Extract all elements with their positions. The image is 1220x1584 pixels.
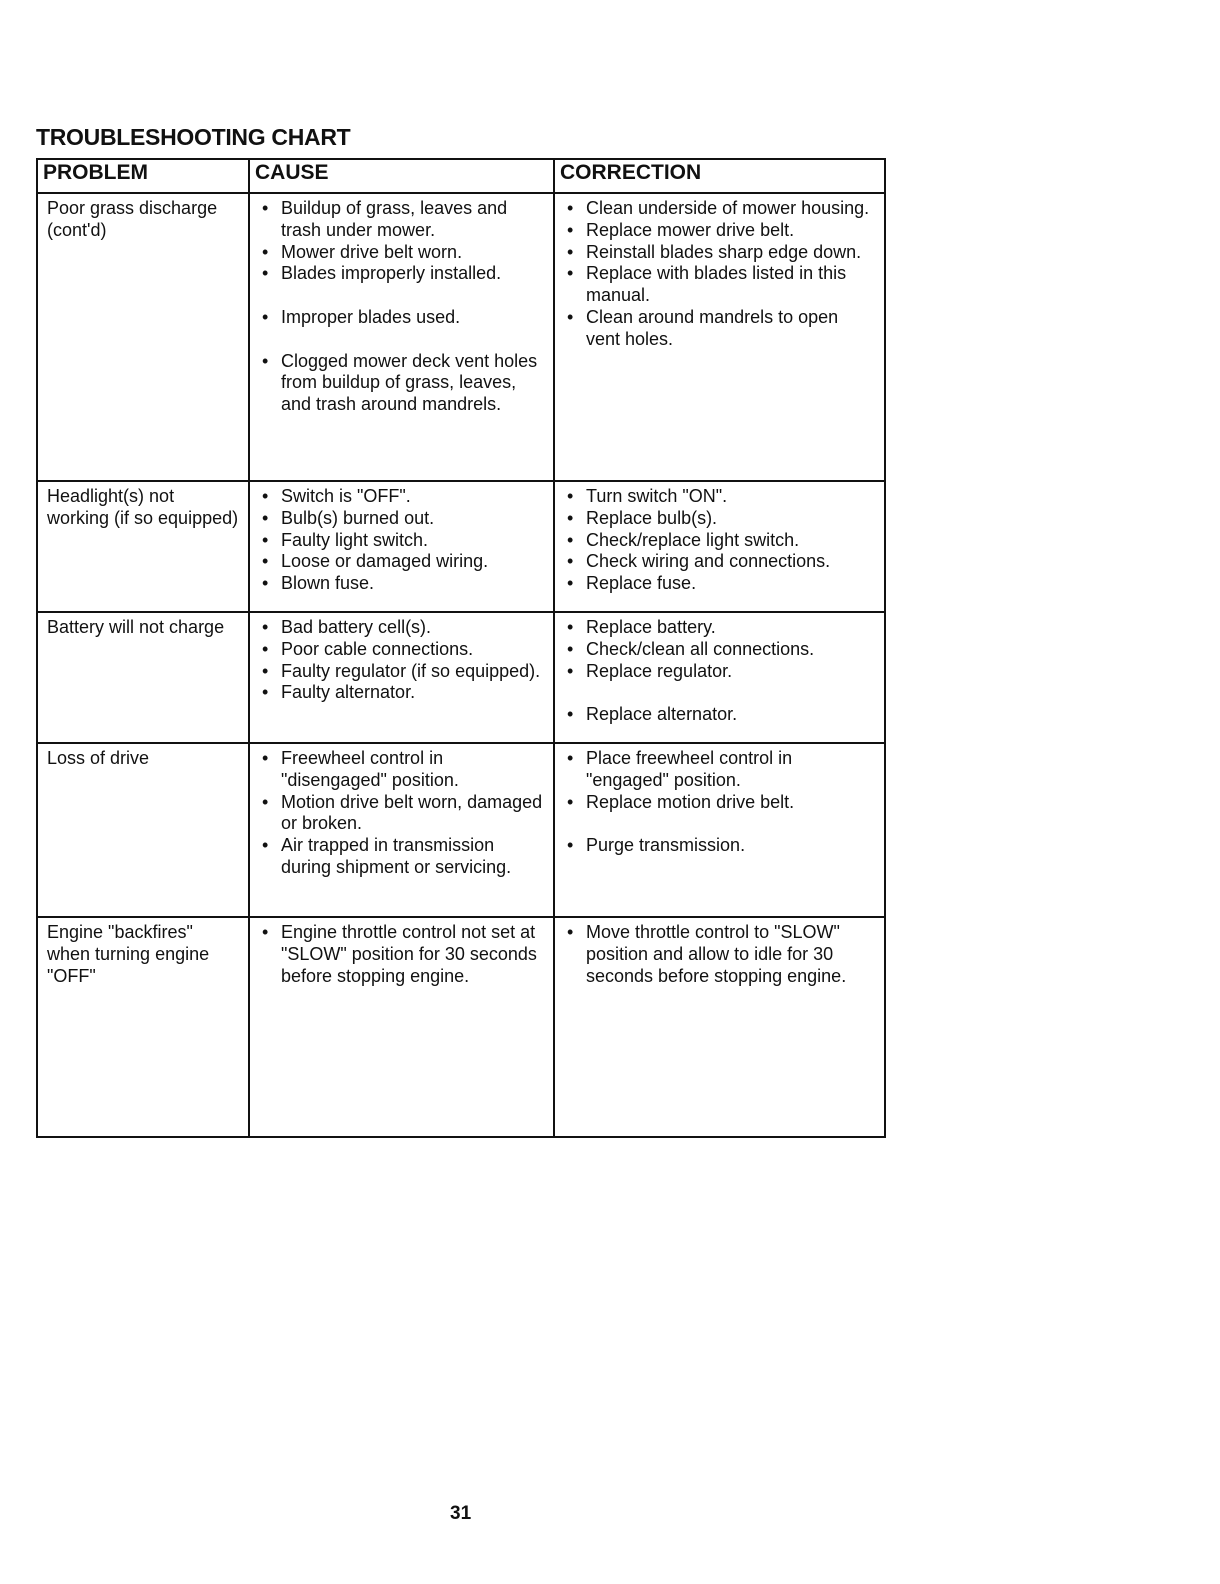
problem-text: Poor grass discharge (cont'd) [47,198,218,240]
correction-item: • Place freewheel control in "engaged" position. [564,748,876,792]
correction-item: • Replace alternator. [564,704,876,726]
troubleshooting-table [36,158,886,1138]
correction-item: • Replace fuse. [564,573,876,595]
cause-list [259,748,545,879]
correction-item: • Clean underside of mower housing. [564,198,876,220]
table-row [37,612,885,743]
correction-item: • Clean around mandrels to open vent holes. [564,307,876,351]
correction-list [564,617,876,726]
correction-list [564,486,876,595]
cause-item: • Air trapped in transmission during shipment or servicing. [259,835,545,879]
correction-list [564,922,876,987]
cause-item: • Clogged mower deck vent holes from buildup of grass, leaves, and trash around mandrels. [259,351,545,416]
cause-cell [249,743,554,917]
problem-cell [37,612,249,743]
correction-cell [554,917,885,1137]
problem-cell [37,743,249,917]
cause-item: • Buildup of grass, leaves and trash under mower. [259,198,545,242]
cause-item: • Faulty regulator (if so equipped). [259,661,545,683]
correction-cell [554,481,885,612]
problem-text: Engine "backfires" when turning engine "OFF" [47,922,210,986]
correction-item: • Replace motion drive belt. [564,792,876,814]
cause-list [259,922,545,987]
correction-list [564,198,876,351]
correction-item: • Replace mower drive belt. [564,220,876,242]
table-row [37,193,885,481]
page-title: TROUBLESHOOTING CHART [36,124,351,150]
cause-list [259,198,545,416]
cause-cell [249,193,554,481]
header-correction: CORRECTION [554,159,885,193]
cause-item: • Blown fuse. [259,573,545,595]
cause-item: • Improper blades used. [259,307,545,329]
cause-item: • Bad battery cell(s). [259,617,545,639]
correction-item: • Replace battery. [564,617,876,639]
correction-cell [554,193,885,481]
correction-item: • Replace regulator. [564,661,876,683]
header-problem: PROBLEM [37,159,249,193]
correction-list [564,748,876,857]
correction-item: • Purge transmission. [564,835,876,857]
cause-item: • Freewheel control in "disengaged" position. [259,748,545,792]
table-row [37,743,885,917]
problem-cell [37,481,249,612]
cause-item: • Bulb(s) burned out. [259,508,545,530]
correction-item: • Replace with blades listed in this manual. [564,263,876,307]
correction-item: • Reinstall blades sharp edge down. [564,242,876,264]
problem-cell [37,193,249,481]
correction-item: • Check/clean all connections. [564,639,876,661]
problem-text: Headlight(s) not working (if so equipped) [47,486,239,528]
cause-item: • Switch is "OFF". [259,486,545,508]
cause-cell [249,917,554,1137]
problem-text: Loss of drive [47,748,150,768]
correction-cell [554,743,885,917]
cause-item: • Mower drive belt worn. [259,242,545,264]
page-number: 31 [450,1503,472,1524]
cause-item: • Blades improperly installed. [259,263,545,285]
cause-item: • Loose or damaged wiring. [259,551,545,573]
cause-item: • Motion drive belt worn, damaged or broken. [259,792,545,836]
cause-item: • Engine throttle control not set at "SLOW" position for 30 seconds before stopping engine. [259,922,545,987]
cause-list [259,486,545,595]
correction-item: • Check/replace light switch. [564,530,876,552]
table-row [37,481,885,612]
correction-cell [554,612,885,743]
cause-item: • Faulty light switch. [259,530,545,552]
cause-cell [249,481,554,612]
correction-item: • Replace bulb(s). [564,508,876,530]
header-cause: CAUSE [249,159,554,193]
cause-item: • Poor cable connections. [259,639,545,661]
problem-text: Battery will not charge [47,617,225,637]
cause-cell [249,612,554,743]
table-header-row [37,159,885,193]
problem-cell [37,917,249,1137]
cause-list [259,617,545,704]
correction-item: • Check wiring and connections. [564,551,876,573]
cause-item: • Faulty alternator. [259,682,545,704]
table-row [37,917,885,1137]
correction-item: • Turn switch "ON". [564,486,876,508]
correction-item: • Move throttle control to "SLOW" position and allow to idle for 30 seconds before stopping engine. [564,922,876,987]
